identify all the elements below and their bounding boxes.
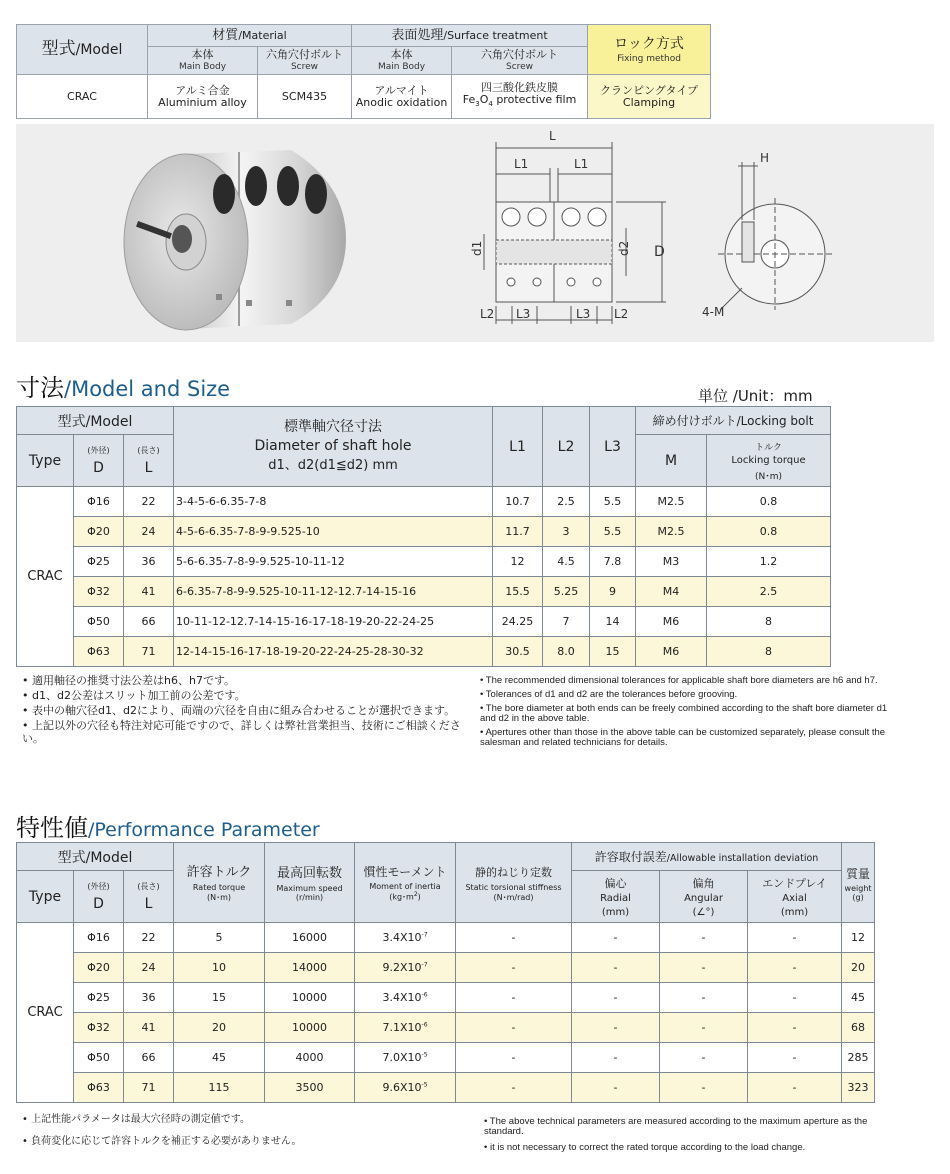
od-cell: Φ50: [74, 607, 124, 637]
weight-cell: 20: [842, 953, 875, 983]
L3-cell: 15: [590, 637, 636, 667]
L2-cell: 7: [543, 607, 590, 637]
table-row: [17, 637, 831, 667]
note-item: • The bore diameter at both ends can be freely combined according to the shaft bore diameter d1 and d2 in the above table.: [480, 703, 888, 724]
material-table: [16, 24, 711, 119]
L1-cell: 15.5: [493, 577, 543, 607]
radial-cell: -: [572, 923, 660, 953]
stiffness-cell: -: [456, 923, 572, 953]
angular-cell: -: [660, 1073, 748, 1103]
inertia-cell: $9.6X10^{-5}$: [355, 1073, 456, 1103]
L3-cell: 14: [590, 607, 636, 637]
len-cell: 24: [124, 517, 174, 547]
end-view-drawing: [718, 162, 832, 310]
inertia-header: 慣性モーメント Moment of inertia (kg･$m^2$): [355, 843, 456, 923]
screw-header: 六角穴付ボルト Screw: [258, 47, 352, 75]
len-cell: 66: [124, 1043, 174, 1073]
rated-torque-cell: 15: [174, 983, 265, 1013]
od-cell: Φ63: [74, 637, 124, 667]
type-label: 型式/Model: [17, 25, 148, 75]
torque-cell: 0.8: [707, 487, 831, 517]
torque-cell: 2.5: [707, 577, 831, 607]
L3-cell: 5.5: [590, 487, 636, 517]
angular-cell: -: [660, 1013, 748, 1043]
note-item: • 上記以外の穴径も特注対応可能ですので、詳しくは弊社営業担当、技術にご相談ください。: [22, 719, 461, 745]
notes-en-1: [480, 676, 890, 752]
inertia-cell: $7.0X10^{-5}$: [355, 1043, 456, 1073]
surf-body-cell: アルマイト Anodic oxidation: [352, 75, 452, 119]
od-cell: Φ32: [74, 1013, 124, 1043]
torque-cell: 8: [707, 607, 831, 637]
table-row: [17, 923, 875, 953]
od-cell: Φ50: [74, 1043, 124, 1073]
od-cell: Φ16: [74, 923, 124, 953]
performance-table: [16, 842, 875, 1103]
len-cell: 66: [124, 607, 174, 637]
note-item: • The recommended dimensional tolerances for applicable shaft bore diameters are h6 and h7.: [480, 675, 878, 686]
torque-cell: 8: [707, 637, 831, 667]
speed-cell: 16000: [265, 923, 355, 953]
stiffness-cell: -: [456, 983, 572, 1013]
holes-cell: 4-5-6-6.35-7-8-9-9.525-10: [174, 517, 493, 547]
rated-torque-cell: 115: [174, 1073, 265, 1103]
speed-cell: 14000: [265, 953, 355, 983]
note-item: • 負荷変化に応じて許容トルクを補正する必要がありません。: [22, 1136, 302, 1147]
len-cell: 71: [124, 637, 174, 667]
weight-header: 質量 weight (g): [842, 843, 875, 923]
weight-cell: 285: [842, 1043, 875, 1073]
angular-cell: -: [660, 983, 748, 1013]
od-cell: Φ25: [74, 547, 124, 577]
M-cell: M6: [636, 607, 707, 637]
inertia-cell: $9.2X10^{-7}$: [355, 953, 456, 983]
od-cell: Φ32: [74, 577, 124, 607]
surface-header: 表面処理/Surface treatment: [352, 25, 588, 47]
holes-cell: 12-14-15-16-17-18-19-20-22-24-25-28-30-32: [174, 637, 493, 667]
holes-cell: 6-6.35-7-8-9-9.525-10-11-12-12.7-14-15-16: [174, 577, 493, 607]
angular-cell: -: [660, 923, 748, 953]
L1-cell: 24.25: [493, 607, 543, 637]
L2-cell: 2.5: [543, 487, 590, 517]
od-cell: Φ63: [74, 1073, 124, 1103]
dim-L: L: [549, 129, 556, 143]
M-cell: M4: [636, 577, 707, 607]
L2-cell: 8.0: [543, 637, 590, 667]
speed-cell: 10000: [265, 983, 355, 1013]
L1-header: L1: [493, 407, 543, 487]
holes-cell: 10-11-12-12.7-14-15-16-17-18-19-20-22-24-25: [174, 607, 493, 637]
dim-L2-right: L2: [614, 307, 629, 321]
dim-model-header: 型式/Model: [17, 407, 174, 435]
torque-header: トルク Locking torque (N･m): [707, 435, 831, 487]
speed-cell: 10000: [265, 1013, 355, 1043]
L3-header: L3: [590, 407, 636, 487]
radial-cell: -: [572, 1013, 660, 1043]
axial-cell: -: [748, 1013, 842, 1043]
inertia-cell: $7.1X10^{-6}$: [355, 1013, 456, 1043]
main-body-header: 本体 Main Body: [148, 47, 258, 75]
L2-cell: 5.25: [543, 577, 590, 607]
L3-cell: 7.8: [590, 547, 636, 577]
od-header: (外径) D: [74, 871, 124, 923]
material-header: 材質/Material: [148, 25, 352, 47]
perf-model-header: 型式/Model: [17, 843, 174, 871]
surf-main-body-header: 本体 Main Body: [352, 47, 452, 75]
od-cell: Φ16: [74, 487, 124, 517]
od-header: (外径) D: [74, 435, 124, 487]
radial-cell: -: [572, 1043, 660, 1073]
len-cell: 36: [124, 983, 174, 1013]
mat-screw-cell: SCM435: [258, 75, 352, 119]
len-header: (長さ) L: [124, 435, 174, 487]
note-item: • d1、d2公差はスリット加工前の公差です。: [22, 689, 246, 702]
note-item: • 適用軸径の推奨寸法公差はh6、h7です。: [22, 674, 236, 687]
weight-cell: 323: [842, 1073, 875, 1103]
table-row: [17, 983, 875, 1013]
stiffness-cell: -: [456, 1043, 572, 1073]
L2-cell: 3: [543, 517, 590, 547]
note-item: • it is not necessary to correct the rated torque according to the load change.: [484, 1142, 806, 1153]
angular-cell: -: [660, 1043, 748, 1073]
angular-cell: -: [660, 953, 748, 983]
section-title-size: 寸法/Model and Size: [16, 374, 231, 402]
inertia-cell: $3.4X10^{-7}$: [355, 923, 456, 953]
type-header: Type: [17, 435, 74, 487]
L1-cell: 11.7: [493, 517, 543, 547]
dim-d1: d1: [470, 240, 484, 256]
dim-L1-left: L1: [514, 157, 529, 171]
table-row: [17, 577, 831, 607]
stiffness-cell: -: [456, 1013, 572, 1043]
M-cell: M2.5: [636, 517, 707, 547]
type-cell: CRAC: [17, 487, 74, 667]
od-cell: Φ20: [74, 953, 124, 983]
od-cell: Φ25: [74, 983, 124, 1013]
dimension-table: [16, 406, 831, 667]
deviation-header: 許容取付誤差/Allowable installation deviation: [572, 843, 842, 871]
table-row: [17, 953, 875, 983]
table-row: [17, 517, 831, 547]
type-cell: CRAC: [17, 923, 74, 1103]
L2-cell: 4.5: [543, 547, 590, 577]
lock-header: ロック方式 Fixing method: [588, 25, 711, 75]
holes-cell: 3-4-5-6-6.35-7-8: [174, 487, 493, 517]
radial-header: 偏心 Radial (mm): [572, 871, 660, 923]
dim-D: D: [654, 244, 665, 260]
radial-cell: -: [572, 1073, 660, 1103]
torque-cell: 1.2: [707, 547, 831, 577]
radial-cell: -: [572, 953, 660, 983]
len-cell: 71: [124, 1073, 174, 1103]
axial-header: エンドプレイ Axial (mm): [748, 871, 842, 923]
len-cell: 36: [124, 547, 174, 577]
L2-header: L2: [543, 407, 590, 487]
M-cell: M3: [636, 547, 707, 577]
dim-L3-left: L3: [516, 307, 531, 321]
rated-torque-cell: 10: [174, 953, 265, 983]
coupling-illustration: [16, 124, 934, 342]
L1-cell: 10.7: [493, 487, 543, 517]
dim-M: 4-M: [702, 305, 725, 319]
table-row: [17, 1013, 875, 1043]
note-item: • 上記性能パラメータは最大穴径時の測定値です。: [22, 1114, 250, 1125]
rated-torque-cell: 5: [174, 923, 265, 953]
note-item: • 表中の軸穴径d1、d2により、両端の穴径を自由に組み合わせることが選択できます。: [22, 704, 456, 717]
axial-cell: -: [748, 1043, 842, 1073]
product-image-area: [16, 124, 934, 342]
M-header: M: [636, 435, 707, 487]
od-cell: Φ20: [74, 517, 124, 547]
table-row: [17, 1073, 875, 1103]
mat-body-cell: アルミ合金 Aluminium alloy: [148, 75, 258, 119]
type-header: Type: [17, 871, 74, 923]
dim-L3-right: L3: [576, 307, 591, 321]
L1-cell: 30.5: [493, 637, 543, 667]
inertia-cell: $3.4X10^{-6}$: [355, 983, 456, 1013]
rated-torque-cell: 20: [174, 1013, 265, 1043]
angular-header: 偏角 Angular (∠°): [660, 871, 748, 923]
dim-H: H: [760, 151, 770, 165]
weight-cell: 45: [842, 983, 875, 1013]
rated-torque-cell: 45: [174, 1043, 265, 1073]
notes-jp-2: [22, 1114, 462, 1150]
table-row: [17, 487, 831, 517]
weight-cell: 68: [842, 1013, 875, 1043]
stiffness-cell: -: [456, 953, 572, 983]
rated-torque-header: 許容トルク Rated torque (N･m): [174, 843, 265, 923]
M-cell: M6: [636, 637, 707, 667]
section-title-performance: 特性値/Performance Parameter: [16, 814, 320, 842]
notes-en-2: [484, 1117, 884, 1157]
surf-screw-header: 六角穴付ボルト Screw: [452, 47, 588, 75]
notes-jp-1: [22, 674, 462, 747]
speed-cell: 4000: [265, 1043, 355, 1073]
dim-L1-right: L1: [574, 157, 589, 171]
axial-cell: -: [748, 1073, 842, 1103]
model-cell: CRAC: [17, 75, 148, 119]
surf-screw-cell: 四三酸化鉄皮膜 $Fe_3O_4$ protective film: [452, 75, 588, 119]
table-row: [17, 607, 831, 637]
torque-cell: 0.8: [707, 517, 831, 547]
len-header: (長さ) L: [124, 871, 174, 923]
stiffness-cell: -: [456, 1073, 572, 1103]
len-cell: 22: [124, 923, 174, 953]
len-cell: 41: [124, 577, 174, 607]
holes-cell: 5-6-6.35-7-8-9-9.525-10-11-12: [174, 547, 493, 577]
note-item: • The above technical parameters are measured according to the maximum aperture as the standard.: [484, 1116, 868, 1137]
dim-d2: d2: [617, 240, 631, 256]
coupling-photo: [124, 150, 346, 330]
M-cell: M2.5: [636, 487, 707, 517]
note-item: • Tolerances of d1 and d2 are the tolerances before grooving.: [480, 689, 738, 700]
len-cell: 24: [124, 953, 174, 983]
axial-cell: -: [748, 953, 842, 983]
table-row: [17, 547, 831, 577]
weight-cell: 12: [842, 923, 875, 953]
L1-cell: 12: [493, 547, 543, 577]
len-cell: 41: [124, 1013, 174, 1043]
dim-L2-left: L2: [480, 307, 495, 321]
max-speed-header: 最高回転数 Maximum speed (r/min): [265, 843, 355, 923]
stiffness-header: 静的ねじり定数 Static torsional stiffness (N･m/rad): [456, 843, 572, 923]
note-item: • Apertures other than those in the above table can be customized separately, please consult the salesman and related technicians for details.: [480, 727, 886, 748]
table-row: [17, 1043, 875, 1073]
L3-cell: 9: [590, 577, 636, 607]
lock-value-cell: クランピングタイプ Clamping: [588, 75, 711, 119]
radial-cell: -: [572, 983, 660, 1013]
bolt-header: 締め付けボルト/Locking bolt: [636, 407, 831, 435]
unit-label: 単位 /Unit：mm: [698, 387, 813, 405]
axial-cell: -: [748, 923, 842, 953]
L3-cell: 5.5: [590, 517, 636, 547]
len-cell: 22: [124, 487, 174, 517]
axial-cell: -: [748, 983, 842, 1013]
speed-cell: 3500: [265, 1073, 355, 1103]
shaft-header: 標準軸穴径寸法 Diameter of shaft hole d1、d2(d1≦d2) mm: [174, 407, 493, 487]
